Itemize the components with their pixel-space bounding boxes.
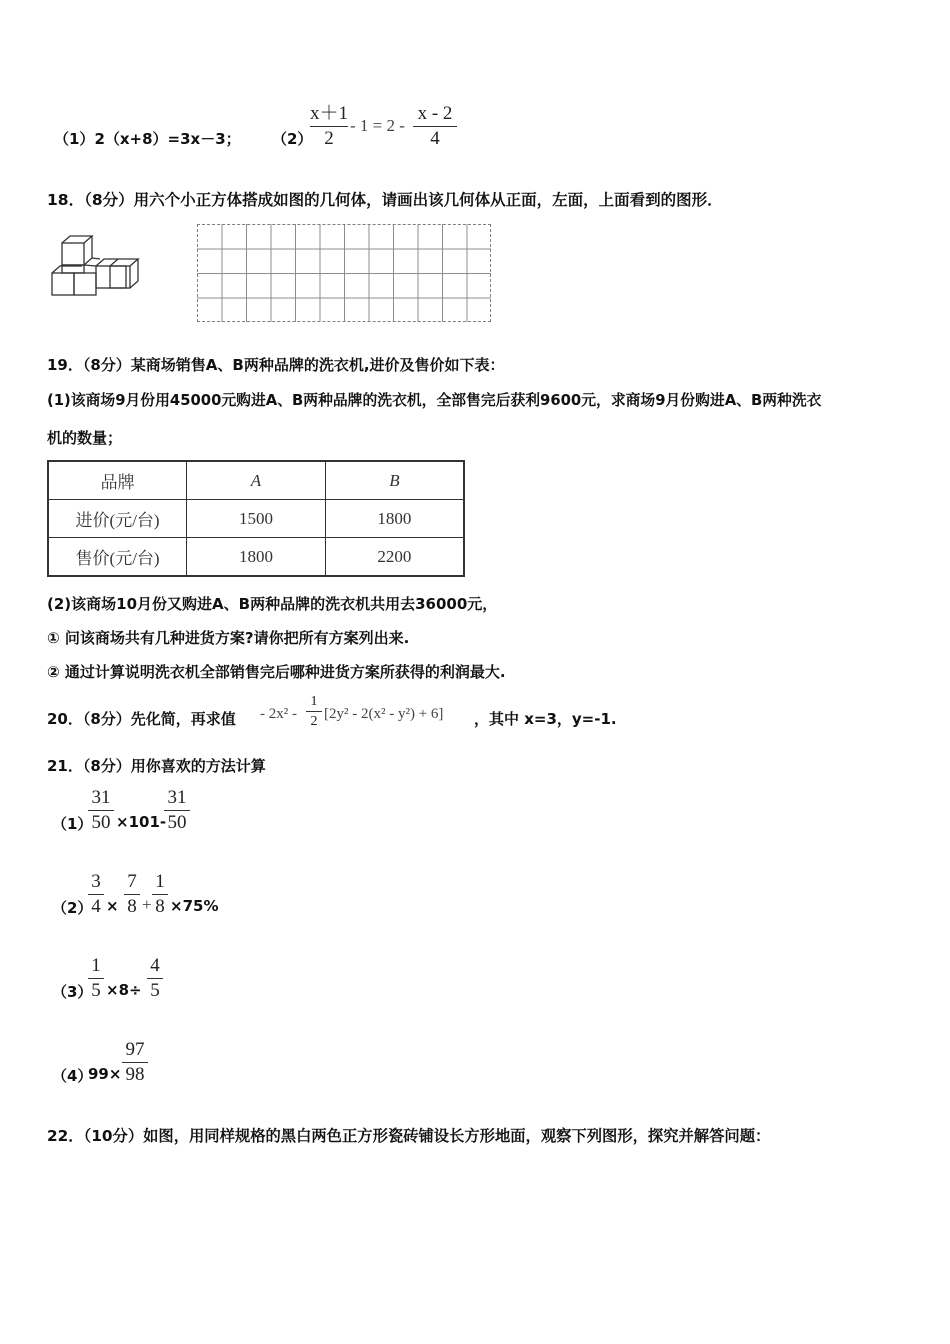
q17-part1: （1）2（x+8）=3x－3； (54, 130, 241, 148)
q21-item4-fraction: 97 98 (122, 1039, 148, 1086)
table-header-cell: B (325, 461, 464, 500)
table-cell: 售价(元/台) (48, 538, 187, 577)
q17-fraction-2: x - 2 4 (413, 103, 457, 150)
q21-item2-fraction2: 7 8 (124, 871, 140, 918)
drawing-grid (197, 224, 491, 322)
table-header-cell: 品牌 (48, 461, 187, 500)
q21-item3-fraction1: 1 5 (88, 955, 104, 1002)
q21-item2-plus: + (142, 895, 152, 914)
q19-part2-b: ② 通过计算说明洗衣机全部销售完后哪种进货方案所获得的利润最大. (47, 663, 506, 681)
table-row (48, 500, 464, 538)
cube-solid-figure (50, 233, 142, 303)
q21-item-label: （1） (52, 815, 93, 833)
q22-text: 22．（10分）如图，用同样规格的黑白两色正方形瓷砖铺设长方形地面，观察下列图形，探究并解答问题： (47, 1127, 771, 1145)
q21-item3-mid: ×8÷ (106, 981, 142, 999)
table-cell: 1800 (325, 500, 464, 538)
table-row (48, 538, 464, 577)
q21-text: 21．（8分）用你喜欢的方法计算 (47, 757, 266, 775)
q21-item2-fraction3: 1 8 (152, 871, 168, 918)
q17-part2-label: （2） (272, 130, 313, 148)
q20-fraction: 1 2 (306, 693, 322, 730)
q17-fraction-1: x＋1 2 (310, 103, 349, 149)
q21-item3-fraction2: 4 5 (147, 955, 163, 1002)
table-cell: 1500 (187, 500, 326, 538)
q19-part2-a: ① 问该商场共有几种进货方案?请你把所有方案列出来. (47, 629, 410, 647)
q21-item-label: （2） (52, 899, 93, 917)
q19-part2: (2)该商场10月份又购进A、B两种品牌的洗衣机共用去36000元， (47, 595, 498, 613)
q17-equation-middle: - 1 = 2 - (350, 116, 405, 135)
table-cell: 1800 (187, 538, 326, 577)
q21-item1-fraction1: 31 50 (88, 787, 114, 834)
q21-item1-mid: ×101- (116, 813, 167, 831)
q20-prefix: 20．（8分）先化简，再求值 (47, 710, 236, 728)
q21-item2-fraction1: 3 4 (88, 871, 104, 918)
q21-item4-pre: 99× (88, 1065, 122, 1083)
q18-text: 18．（8分）用六个小正方体搭成如图的几何体，请画出该几何体从正面，左面，上面看到的图形． (47, 191, 723, 209)
table-cell: 2200 (325, 538, 464, 577)
table-header-cell: A (187, 461, 326, 500)
q21-item2-mid: × (106, 897, 119, 915)
price-table (47, 460, 465, 577)
q21-item-label: （4） (52, 1067, 93, 1085)
table-header-row (48, 461, 464, 500)
table-cell: 进价(元/台) (48, 500, 187, 538)
q20-expr-b: [2y² - 2(x² - y²) + 6] (324, 706, 444, 722)
q19-part1-line2: 机的数量； (47, 429, 123, 447)
q21-item2-tail: ×75% (170, 897, 219, 915)
q20-expr-a: - 2x² - (260, 706, 297, 722)
q21-item1-fraction2: 31 50 (164, 787, 190, 834)
q21-item-label: （3） (52, 983, 93, 1001)
q19-text: 19．（8分）某商场销售A、B两种品牌的洗衣机,进价及售价如下表： (47, 356, 505, 374)
q20-suffix: ，其中 x=3，y=-1. (474, 710, 617, 728)
q19-part1-line1: (1)该商场9月份用45000元购进A、B两种品牌的洗衣机，全部售完后获利9600元，求商场9月份购进A、B两种洗衣 (47, 392, 822, 409)
